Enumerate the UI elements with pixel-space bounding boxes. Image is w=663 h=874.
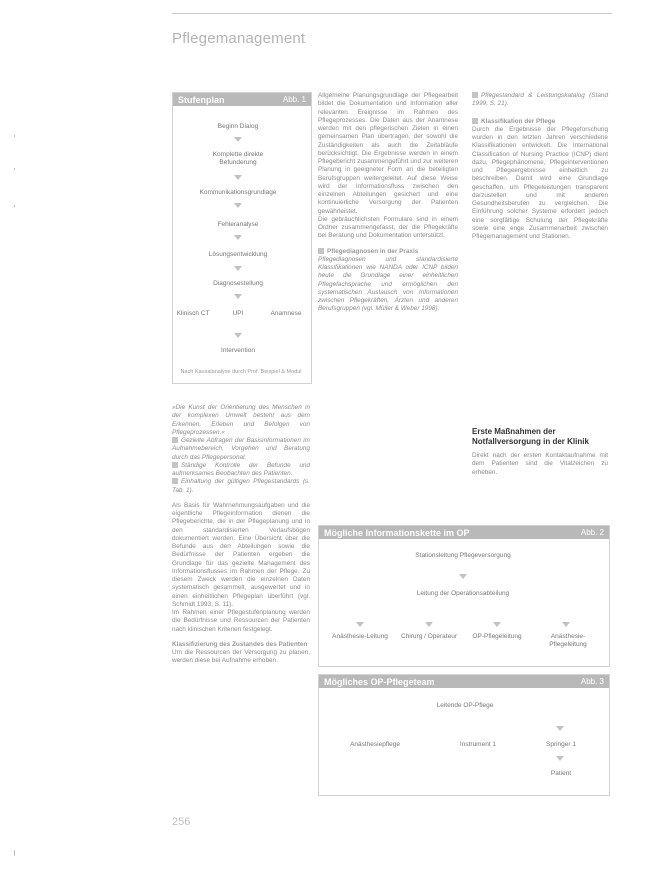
page-number: 256 xyxy=(172,816,191,828)
flow-arrow xyxy=(234,333,242,338)
margin-mark xyxy=(14,135,19,137)
flow-arrow xyxy=(493,622,501,627)
body-paragraph: Die gebräuchlichsten Formulare sind in einem Ordner zusammengefasst, der die Pflegekräfte bei Beratung und Dokumentation unterstützt. xyxy=(318,215,458,240)
flow-step: Fehleranalyse xyxy=(217,221,259,228)
bullet-square-icon xyxy=(172,462,178,468)
flow-arrow xyxy=(234,294,242,299)
section-heading: Erste Maßnahmen der Notfallversorgung in der Klinik xyxy=(472,427,589,446)
subheading: Pflegediagnosen in der Praxis xyxy=(318,248,458,256)
flow-arrow xyxy=(234,137,242,142)
text-column-3-bottom xyxy=(472,452,608,502)
flow-arrow xyxy=(556,726,564,731)
flow-branch: UPI xyxy=(232,310,244,317)
bullet-item: Ständige Kontrolle der Befunde und aufmerksames Beobachten des Patienten. xyxy=(172,461,310,477)
body-paragraph: Im Rahmen einer Pflegestufenplanung werden die Bedürfnisse und Ressourcen der Patienten nach klinischen Kriterien festgelegt. xyxy=(172,609,310,633)
body-paragraph: Als Basis für Wahrnehmungsaufgaben und die eigentliche Pflegeinformation dienen die Pflegeberichte, die in der Pflegeplanung und in den standardisierten Verlaufsbögen dokumentiert werden. Eine Übersicht über die Befunde aus den Abteilungen sowie die Bedürfnisse der Patienten ergeben die Grundlage für das gezielte Management des Informationsflusses im Rahmen der Pflege. Zu diesem Zweck werden die einzelnen Daten systematisch gesammelt, ausgewertet und in einen einheitlichen Pflegeplan überführt (vgl. Schmidt 1993, S. 11). xyxy=(172,501,310,608)
flow-node: Anästhesiepflege xyxy=(350,741,400,748)
bullet-square-icon xyxy=(472,92,478,98)
body-paragraph: Um die Ressourcen der Versorgung zu planen, werden diese bei Aufnahme erhoben. xyxy=(172,649,310,665)
flow-branch: Anamnese xyxy=(270,310,302,317)
flow-step: Kommunikationsgrundlage xyxy=(199,189,277,196)
bullet-item: Pflegestandard & Leistungskatalog (Stand 1999, S. 21). xyxy=(472,92,608,108)
flow-node: Patient xyxy=(550,770,572,777)
flow-node: Anästhesie-Pflegeleitung xyxy=(549,633,587,648)
bullet-item: Einhaltung der gültigen Pflegestandards (s. Tab. 1). xyxy=(172,478,310,494)
flow-node: Stationsleitung Pflegeversorgung xyxy=(415,552,511,559)
subheading: Klassifikation der Pflege xyxy=(472,118,608,126)
flow-node: Leitende OP-Pflege xyxy=(436,702,494,709)
figure-number: Abb. 2 xyxy=(580,528,604,537)
bullet-square-icon xyxy=(472,118,478,124)
subheading: Klassifizierung des Zustandes des Patienten xyxy=(172,640,308,648)
lead-paragraph: »Die Kunst der Orientierung des Menschen in der komplexen Umwelt besteht aus dem Erkennen, Erleben und Befolgen von Pflegeprozessen.« xyxy=(172,404,310,436)
figure-caption: Nach Kausalanalyse durch Prof. Beispiel & Modul xyxy=(180,369,302,375)
figure-title: Mögliches OP-Pflegeteam xyxy=(324,676,435,687)
page-header-title: Pflegemanagement xyxy=(172,30,306,47)
flow-step: Komplette direkte Befunderung xyxy=(212,151,264,166)
margin-mark xyxy=(14,168,19,170)
flow-branch: Klinisch CT xyxy=(176,310,210,317)
flow-node: Springer 1 xyxy=(546,741,576,748)
figure-header xyxy=(173,93,311,106)
figure-header xyxy=(319,526,609,539)
flow-arrow xyxy=(459,574,467,579)
margin-mark xyxy=(14,205,19,207)
figure-box-stufenplan xyxy=(172,92,312,384)
figure-title: Mögliche Informationskette im OP xyxy=(324,527,470,538)
figure-title: Stufenplan xyxy=(178,94,225,105)
flow-node: Chirurg / Operateur xyxy=(401,633,457,640)
header-rule xyxy=(172,13,612,14)
flow-node: Leitung der Operationsabteilung xyxy=(416,590,510,597)
flow-node: OP-Pflegeleitung xyxy=(472,633,522,640)
flow-arrow xyxy=(234,175,242,180)
flow-step: Lösungsentwicklung xyxy=(208,251,268,258)
flow-arrow xyxy=(425,622,433,627)
body-paragraph: Allgemeine Planungsgrundlage der Pflegearbeit bildet die Dokumentation und Information aller relevanten Ereignisse im Rahmen des Pflegeprozesses. Die Daten aus der Anamnese werden mit den pflegerischen Zielen in einen gemeinsamen Plan übertragen, der sowohl die Zuständigkeiten als auch die Zeitabläufe berücksichtigt. Die Ergebnisse werden in einem Pflegebericht zusammengeführt und zur weiteren Planung in geeigneter Form an die beteiligten Berufsgruppen weitergeleitet. Auf diese Weise wird der Informationsfluss zwischen den einzelnen Abteilungen gesichert und eine kontinuierliche Versorgung der Patienten gewährleistet. xyxy=(318,92,458,215)
flow-arrow xyxy=(356,622,364,627)
flow-node: Instrument 1 xyxy=(459,741,497,748)
flow-step: Beginn Dialog xyxy=(217,123,259,130)
flow-arrow xyxy=(234,235,242,240)
text-column-3 xyxy=(472,92,608,392)
bullet-square-icon xyxy=(318,248,324,254)
flow-arrow xyxy=(234,203,242,208)
bullet-item: Gezielte Abfragen der Basisinformationen im Aufnahmebereich, Vorgehen und Beratung durch das Pflegepersonal. xyxy=(172,437,310,461)
body-paragraph: Direkt nach der ersten Kontaktaufnahme mit dem Patienten sind die Vitalzeichen zu erheben. xyxy=(472,452,608,476)
flow-arrow xyxy=(556,756,564,761)
figure-number: Abb. 3 xyxy=(580,677,604,686)
flow-step: Intervention xyxy=(221,347,255,354)
bullet-square-icon xyxy=(172,478,178,484)
bullet-square-icon xyxy=(172,437,178,443)
flow-node: Anästhesie-Leitung xyxy=(332,633,388,640)
text-column-1 xyxy=(172,404,310,809)
body-paragraph: Durch die Ergebnisse der Pflegeforschung wurden in den letzten Jahren verschiedene Klassifikationen entwickelt. Die International Classification of Nursing Practice (ICNP) dient dazu, Pflegephänomene, Pflegeinterventionen und Pflegeergebnisse einheitlich zu beschreiben. Damit wird eine Grundlage geschaffen, um Pflegeleistungen transparent darzustellen und mit anderen Gesundheitsberufen zu vergleichen. Die Einführung solcher Systeme erfordert jedoch eine sorgfältige Schulung der Pflegekräfte sowie eine enge Zusammenarbeit zwischen Pflegemanagement und Stationen. xyxy=(472,125,608,240)
flow-step: Diagnosestellung xyxy=(213,280,263,287)
figure-header xyxy=(319,675,609,688)
text-column-2 xyxy=(318,92,458,502)
margin-mark xyxy=(14,850,19,856)
figure-number: Abb. 1 xyxy=(282,95,306,104)
body-paragraph: Pflegediagnosen und standardisierte Klassifikationen wie NANDA oder ICNP bilden heute die Grundlage einer einheitlichen Pflegefachsprache und ermöglichen den systematischen Austausch von Informationen zwischen Pflegekräften, Ärzten und anderen Berufsgruppen (vgl. Müller & Weber 1998). xyxy=(318,255,458,313)
flow-arrow xyxy=(234,266,242,271)
flow-arrow xyxy=(562,622,570,627)
